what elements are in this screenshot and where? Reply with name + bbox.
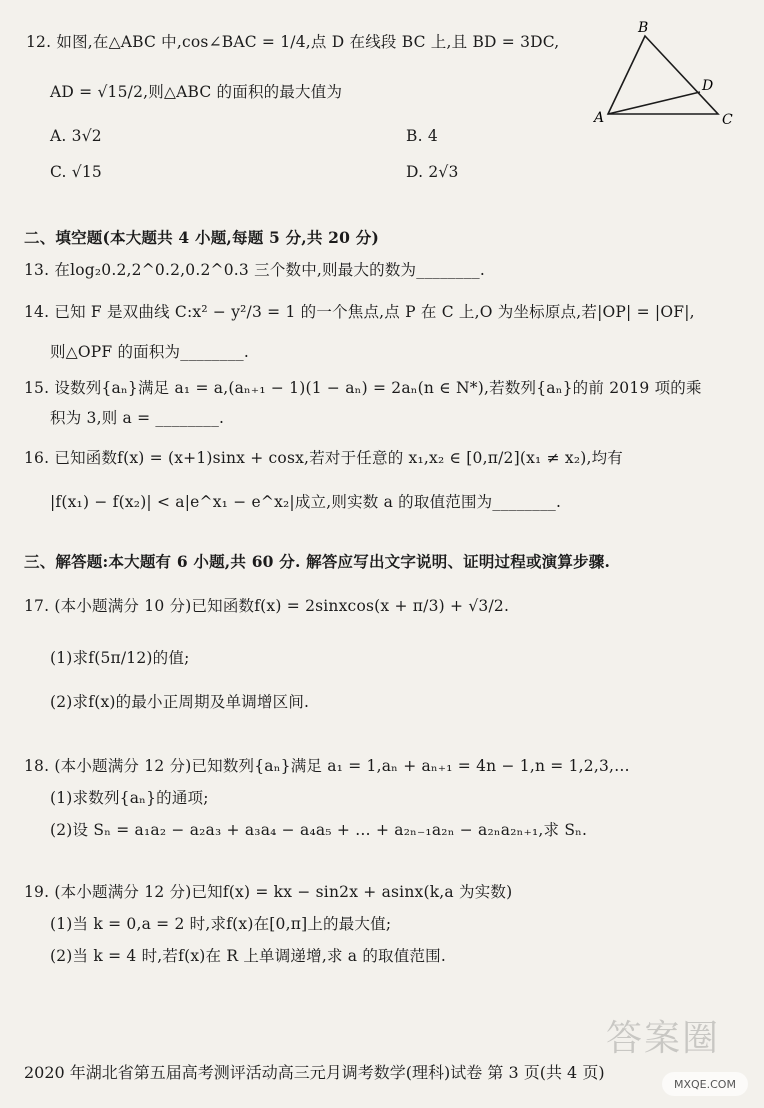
q16-line2: |f(x₁) − f(x₂)| < a|e^x₁ − e^x₂|成立,则实数 a 的取值范围为________. [50,493,562,511]
label-b: B [638,20,649,36]
q16-line1: 16. 已知函数f(x) = (x+1)sinx + cosx,若对于任意的 x₁,x₂ ∈ [0,π/2](x₁ ≠ x₂),均有 [24,449,624,467]
q12-line1: 12. 如图,在△ABC 中,cos∠BAC = 1/4,点 D 在线段 BC 上,且 BD = 3DC, [26,33,560,51]
q12-option-b: B. 4 [406,127,438,145]
section3-header: 三、解答题:本大题有 6 小题,共 60 分. 解答应写出文字说明、证明过程或演算步骤. [24,552,611,571]
q18-line3: (2)设 Sₙ = a₁a₂ − a₂a₃ + a₃a₄ − a₄a₅ + … + a₂ₙ₋₁a₂ₙ − a₂ₙa₂ₙ₊₁,求 Sₙ. [50,821,588,839]
triangle-figure [590,18,750,130]
q17-line1: 17. (本小题满分 10 分)已知函数f(x) = 2sinxcos(x + π/3) + √3/2. [24,597,510,615]
segment-ad [608,92,700,114]
q15-line1: 15. 设数列{aₙ}满足 a₁ = a,(aₙ₊₁ − 1)(1 − aₙ) = 2aₙ(n ∈ N*),若数列{aₙ}的前 2019 项的乘 [24,379,702,397]
label-a: A [594,110,605,126]
q19-line1: 19. (本小题满分 12 分)已知f(x) = kx − sin2x + asinx(k,a 为实数) [24,883,513,901]
watermark-logo: 答案圈 [606,1018,721,1059]
q19-line3: (2)当 k = 4 时,若f(x)在 R 上单调递增,求 a 的取值范围. [50,947,446,965]
q12-option-a: A. 3√2 [50,127,102,145]
section2-header: 二、填空题(本大题共 4 小题,每题 5 分,共 20 分) [24,228,379,247]
q18-line2: (1)求数列{aₙ}的通项; [50,789,209,807]
q12-option-d: D. 2√3 [406,163,459,181]
triangle-abc [608,36,718,114]
q18-line1: 18. (本小题满分 12 分)已知数列{aₙ}满足 a₁ = 1,aₙ + aₙ₊₁ = 4n − 1,n = 1,2,3,… [24,757,630,775]
watermark-site: MXQE.COM [674,1078,736,1091]
label-c: C [722,112,733,128]
label-d: D [702,78,714,94]
page-footer: 2020 年湖北省第五届高考测评活动高三元月调考数学(理科)试卷 第 3 页(共 4 页) [24,1063,605,1082]
q14-line2: 则△OPF 的面积为________. [50,343,249,361]
q17-line3: (2)求f(x)的最小正周期及单调增区间. [50,693,310,711]
q19-line2: (1)当 k = 0,a = 2 时,求f(x)在[0,π]上的最大值; [50,915,392,933]
q12-option-c: C. √15 [50,163,102,181]
q12-line2: AD = √15/2,则△ABC 的面积的最大值为 [50,83,343,101]
q15-line2: 积为 3,则 a = ________. [50,409,225,427]
q13-text: 13. 在log₂0.2,2^0.2,0.2^0.3 三个数中,则最大的数为________. [24,261,485,279]
q14-line1: 14. 已知 F 是双曲线 C:x² − y²/3 = 1 的一个焦点,点 P 在 C 上,O 为坐标原点,若|OP| = |OF|, [24,303,695,321]
q17-line2: (1)求f(5π/12)的值; [50,649,190,667]
